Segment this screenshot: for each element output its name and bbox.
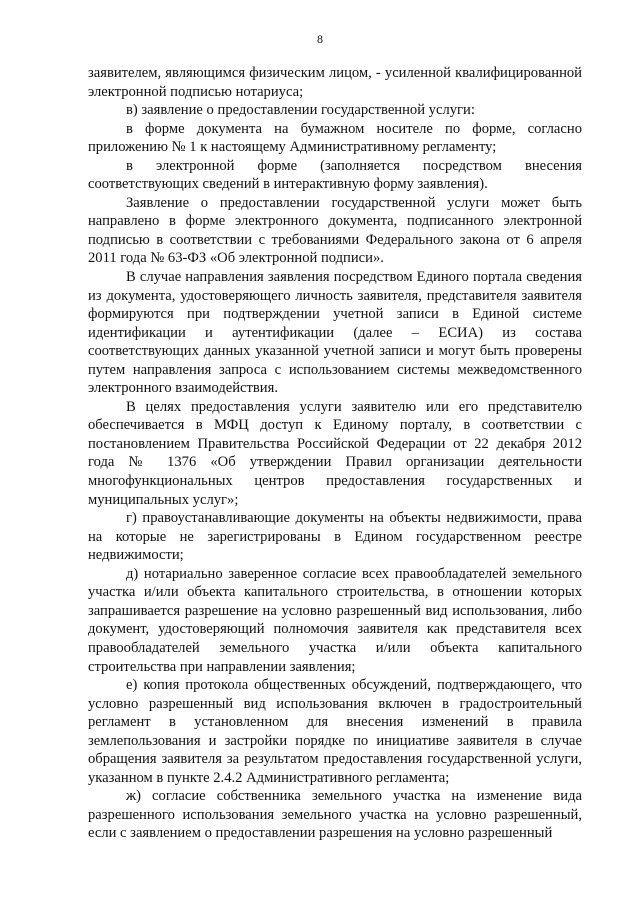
paragraph-signature-continuation: заявителем, являющимся физическим лицом, - усиленной квалифицированной электронной подписью нотариуса; bbox=[88, 65, 582, 100]
document-body bbox=[88, 64, 582, 843]
paragraph-paper-form: в форме документа на бумажном носителе по форме, согласно приложению № 1 к настоящему Административному регламенту; bbox=[88, 120, 582, 156]
page-number: 8 bbox=[317, 32, 323, 46]
paragraph-mfc-access: В целях предоставления услуги заявителю или его представителю обеспечивается в МФЦ доступ к Единому порталу, в соответствии с постановлением Правительства Российской Федерации от 22 декабря 2012 года № 1376 «Об утверждении Правил организации деятельности многофункциональных центров предоставления государственных и муниципальных услуг»; bbox=[88, 398, 582, 508]
paragraph-item-d: д) нотариально заверенное согласие всех правообладателей земельного участка и/или объекта капитального строительства, в отношении которых запрашивается разрешение на условно разрешенный вид использования, либо документ, удостоверяющий полномочия заявителя как представителя всех правообладателей земельного участка и/или объекта капитального строительства при направлении заявления; bbox=[88, 565, 582, 675]
paragraph-electronic-form: в электронной форме (заполняется посредством внесения соответствующих сведений в интерактивную форму заявления). bbox=[88, 157, 582, 193]
paragraph-item-e: е) копия протокола общественных обсуждений, подтверждающего, что условно разрешенный вид использования включен в градостроительный регламент в установленном для внесения изменений в правила землепользования и застройки порядке по инициативе заявителя в случае обращения заявителя за результатом предоставления государственной услуги, указанном в пункте 2.4.2 Административного регламента; bbox=[88, 677, 582, 786]
paragraph-item-v: в) заявление о предоставлении государственной услуги: bbox=[126, 102, 475, 119]
paragraph-esia: В случае направления заявления посредством Единого портала сведения из документа, удостоверяющего личность заявителя, представителя заявителя формируются при подтверждении учетной записи в Единой системе идентификации и аутентификации (далее – ЕСИА) из состава соответствующих данных указанной учетной записи и могут быть проверены путем направления запроса с использованием системы межведомственного электронного взаимодействия. bbox=[88, 269, 582, 397]
paragraph-item-zh: ж) согласие собственника земельного участка на изменение вида разрешенного использования земельного участка на условно разрешенный, если с заявлением о предоставлении разрешения на условно разрешенный bbox=[88, 788, 582, 842]
paragraph-item-g: г) правоустанавливающие документы на объекты недвижимости, права на которые не зарегистрированы в Едином государственном реестре недвижимости; bbox=[88, 510, 582, 564]
paragraph-electronic-document: Заявление о предоставлении государственной услуги может быть направлено в форме электронного документа, подписанного электронной подписью в соответствии с требованиями Федерального закона от 6 апреля 2011 года № 63-ФЗ «Об электронной подписи». bbox=[88, 194, 582, 267]
